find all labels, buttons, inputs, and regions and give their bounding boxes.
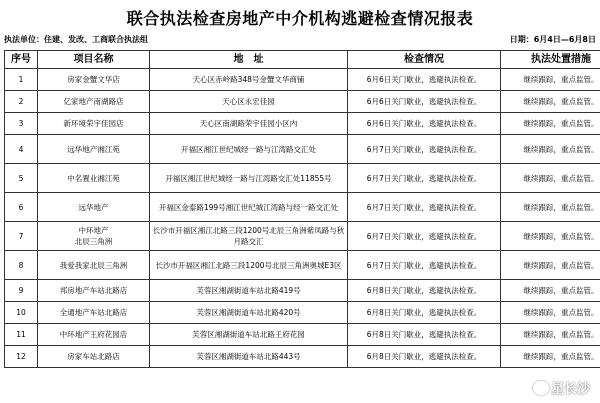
table-row xyxy=(5,346,600,368)
report-title: 联合执法检查房地产中介机构逃避检查情况报表 xyxy=(126,9,474,28)
header-no: 序号 xyxy=(5,51,38,69)
cell-no: 9 xyxy=(5,280,38,302)
cell-name: 我爱我家北辰三角洲 xyxy=(38,251,150,280)
cell-name: 中环地产王府花园店 xyxy=(38,324,150,346)
cell-address: 芙蓉区湘湖街道车站北路419号 xyxy=(150,280,348,302)
cell-action: 继续跟踪，重点监管。 xyxy=(501,346,600,368)
cell-no: 12 xyxy=(5,346,38,368)
cell-address: 芙蓉区湘湖街道车站北路443号 xyxy=(150,346,348,368)
cell-address: 长沙市开福区湘江北路三段1200号北辰三角洲奥城E3区 xyxy=(150,251,348,280)
cell-action: 继续跟踪，重点监管。 xyxy=(501,222,600,251)
cell-name: 中名置业湘江苑 xyxy=(38,164,150,193)
table-body xyxy=(5,69,600,368)
cell-check: 6月7日关门歇业，逃避执法检查。 xyxy=(348,135,501,164)
cell-check: 6月8日关门歇业，逃避执法检查。 xyxy=(348,280,501,302)
cell-action: 继续跟踪，重点监管。 xyxy=(501,324,600,346)
report-date: 日期：6月4日—6月8日 xyxy=(509,35,596,44)
cell-address: 长沙市开福区湘江北路三段1200号北辰三角洲紫凤路与秋月路交汇 xyxy=(150,222,348,251)
cell-check: 6月7日关门歇业，逃避执法检查。 xyxy=(348,222,501,251)
cell-address: 芙蓉区湘湖街道车站北路王府花园 xyxy=(150,324,348,346)
cell-action: 继续跟踪，重点监管。 xyxy=(501,69,600,91)
table-row xyxy=(5,164,600,193)
cell-action: 继续跟踪，重点监管。 xyxy=(501,164,600,193)
chat-bubble-icon xyxy=(533,381,549,395)
cell-address: 开福区湘江世纪城经一路与江湾路交汇处11855号 xyxy=(150,164,348,193)
cell-check: 6月8日关门歇业，逃避执法检查。 xyxy=(348,324,501,346)
cell-no: 11 xyxy=(5,324,38,346)
cell-address: 开福区湘江世纪城经一路与江湾路交汇处 xyxy=(150,135,348,164)
cell-name: 远华地产湘江苑 xyxy=(38,135,150,164)
header-name: 项目名称 xyxy=(38,51,150,69)
cell-check: 6月8日关门歇业，逃避执法检查。 xyxy=(348,346,501,368)
cell-action: 继续跟踪，重点监管。 xyxy=(501,135,600,164)
cell-no: 6 xyxy=(5,193,38,222)
cell-action: 继续跟踪，重点监管。 xyxy=(501,302,600,324)
cell-no: 2 xyxy=(5,91,38,113)
cell-action: 继续跟踪，重点监管。 xyxy=(501,91,600,113)
table-row xyxy=(5,280,600,302)
cell-no: 1 xyxy=(5,69,38,91)
cell-check: 6月8日关门歇业，逃避执法检查。 xyxy=(348,302,501,324)
cell-no: 7 xyxy=(5,222,38,251)
table-row xyxy=(5,69,600,91)
cell-name: 远华地产 xyxy=(38,193,150,222)
cell-no: 8 xyxy=(5,251,38,280)
cell-address: 开福区金泰路199号湘江世纪城江湾路与经一路交汇处 xyxy=(150,193,348,222)
cell-action: 继续跟踪，重点监管。 xyxy=(501,251,600,280)
cell-no: 5 xyxy=(5,164,38,193)
cell-name: 房家车站北路店 xyxy=(38,346,150,368)
cell-check: 6月6日关门歇业，逃避执法检查。 xyxy=(348,113,501,135)
header-check: 检查情况 xyxy=(348,51,501,69)
table-row xyxy=(5,222,600,251)
cell-action: 继续跟踪，重点监管。 xyxy=(501,193,600,222)
watermark-text: 星长沙 xyxy=(550,382,590,397)
cell-address: 天心区赤岭路348号金蟹文华商铺 xyxy=(150,69,348,91)
cell-name: 邦房地产车站北路店 xyxy=(38,280,150,302)
cell-check: 6月7日关门歇业，逃避执法检查。 xyxy=(348,164,501,193)
report-meta xyxy=(4,34,596,48)
cell-name: 全通地产车站北路店 xyxy=(38,302,150,324)
cell-no: 4 xyxy=(5,135,38,164)
cell-name: 中环地产 北辰三角洲 xyxy=(38,222,150,251)
cell-action: 继续跟踪，重点监管。 xyxy=(501,113,600,135)
cell-check: 6月7日关门歇业，逃避执法检查。 xyxy=(348,193,501,222)
cell-name: 亿家地产南湖路店 xyxy=(38,91,150,113)
table-row xyxy=(5,113,600,135)
cell-check: 6月6日关门歇业，逃避执法检查。 xyxy=(348,91,501,113)
cell-name: 新环境荣宇佳园店 xyxy=(38,113,150,135)
watermark xyxy=(533,378,590,397)
table-row xyxy=(5,91,600,113)
cell-address: 天心区永宏佳园 xyxy=(150,91,348,113)
table-row xyxy=(5,193,600,222)
cell-name: 房家金蟹文华店 xyxy=(38,69,150,91)
cell-no: 3 xyxy=(5,113,38,135)
cell-address: 芙蓉区湘湖街道车站北路420号 xyxy=(150,302,348,324)
enforcement-unit: 执法单位：住建、发改、工商联合执法组 xyxy=(4,35,148,44)
header-action: 执法处置措施 xyxy=(501,51,600,69)
table-row xyxy=(5,251,600,280)
report-table xyxy=(4,50,600,368)
table-row xyxy=(5,135,600,164)
table-header-row xyxy=(5,51,600,69)
cell-address: 天心区南湖路荣宇佳园小区内 xyxy=(150,113,348,135)
cell-check: 6月7日关门歇业，逃避执法检查。 xyxy=(348,251,501,280)
cell-action: 继续跟踪，重点监管。 xyxy=(501,280,600,302)
table-row xyxy=(5,324,600,346)
cell-no: 10 xyxy=(5,302,38,324)
cell-check: 6月6日关门歇业，逃避执法检查。 xyxy=(348,69,501,91)
table-row xyxy=(5,302,600,324)
header-address: 地 址 xyxy=(150,51,348,69)
